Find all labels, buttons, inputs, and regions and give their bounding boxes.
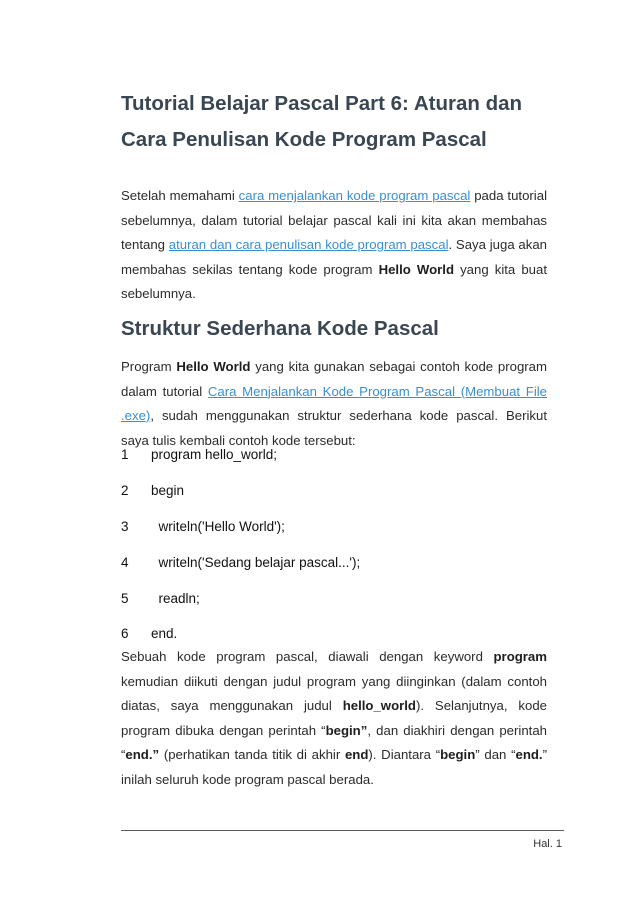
intro-text-3: . Saya juga akan membahas sekilas tentang kode program <box>121 237 547 277</box>
link-cara-menjalankan[interactable]: cara menjalankan kode program pascal <box>238 188 471 203</box>
para3-bold-end-2: end. <box>515 747 543 762</box>
intro-paragraph <box>121 184 547 307</box>
para3-bold-end: end <box>344 747 369 762</box>
page-number: Hal. 1 <box>533 838 562 850</box>
section-heading: Struktur Sederhana Kode Pascal <box>121 317 439 340</box>
para3-text-6: ). Diantara “ <box>368 747 441 762</box>
para2-text-3: , sudah menggunakan struktur sederhana kode pascal. Berikut saya tulis kembali contoh kode tersebut: <box>121 408 547 448</box>
code-line-text: begin <box>151 483 185 498</box>
para3-bold-begin: begin” <box>325 722 368 738</box>
code-line-number: 1 <box>121 447 129 462</box>
para3-bold-hello-world: hello_world <box>342 698 416 713</box>
intro-text-1: Setelah memahami <box>121 188 239 203</box>
para2-text-1: Program <box>121 359 177 374</box>
struktur-paragraph <box>121 355 547 453</box>
para2-bold-hello-world: Hello World <box>176 359 251 374</box>
para3-text-8: ” inilah seluruh kode program pascal berada. <box>121 747 547 787</box>
para3-text-4: , dan diakhiri dengan perintah “ <box>121 722 547 762</box>
para3-text-1: Sebuah kode program pascal, diawali dengan keyword <box>121 649 494 664</box>
para3-text-5: (perhatikan tanda titik di akhir <box>159 747 345 762</box>
code-line-text: writeln('Sedang belajar pascal...'); <box>151 555 361 570</box>
code-line-text: program hello_world; <box>151 447 278 462</box>
link-aturan-penulisan[interactable]: aturan dan cara penulisan kode program pascal <box>168 237 449 252</box>
code-line-text: readln; <box>151 591 200 606</box>
intro-bold-hello-world: Hello World <box>378 261 454 277</box>
para3-bold-begin-2: begin <box>440 747 476 762</box>
link-membuat-file-exe[interactable]: Cara Menjalankan Kode Program Pascal (Membuat File .exe) <box>121 383 548 423</box>
para2-text-2: yang kita gunakan sebagai contoh kode program dalam tutorial <box>121 359 548 399</box>
para3-bold-end-dot: end.” <box>125 747 160 762</box>
para3-text-7: ” dan “ <box>475 747 516 762</box>
penjelasan-paragraph <box>121 645 547 792</box>
footer-divider <box>121 830 564 831</box>
code-line-number: 5 <box>121 591 129 606</box>
code-line-number: 4 <box>121 555 129 570</box>
para3-bold-program: program <box>493 649 547 664</box>
para3-text-2: kemudian diikuti dengan judul program yang diinginkan (dalam contoh diatas, saya menggunakan judul <box>121 673 547 713</box>
intro-text-2: pada tutorial sebelumnya, dalam tutorial belajar pascal kali ini kita akan membahas tentang <box>121 188 547 252</box>
intro-text-4: yang kita buat sebelumnya. <box>121 261 547 301</box>
code-line-number: 2 <box>121 483 129 498</box>
para3-text-3: ). Selanjutnya, kode program dibuka dengan perintah “ <box>121 698 547 738</box>
code-line-text: end. <box>151 626 178 641</box>
code-line-number: 3 <box>121 519 129 534</box>
code-line-number: 6 <box>121 626 129 641</box>
page-title: Tutorial Belajar Pascal Part 6: Aturan dan Cara Penulisan Kode Program Pascal <box>121 92 523 151</box>
code-line-text: writeln('Hello World'); <box>151 519 285 534</box>
